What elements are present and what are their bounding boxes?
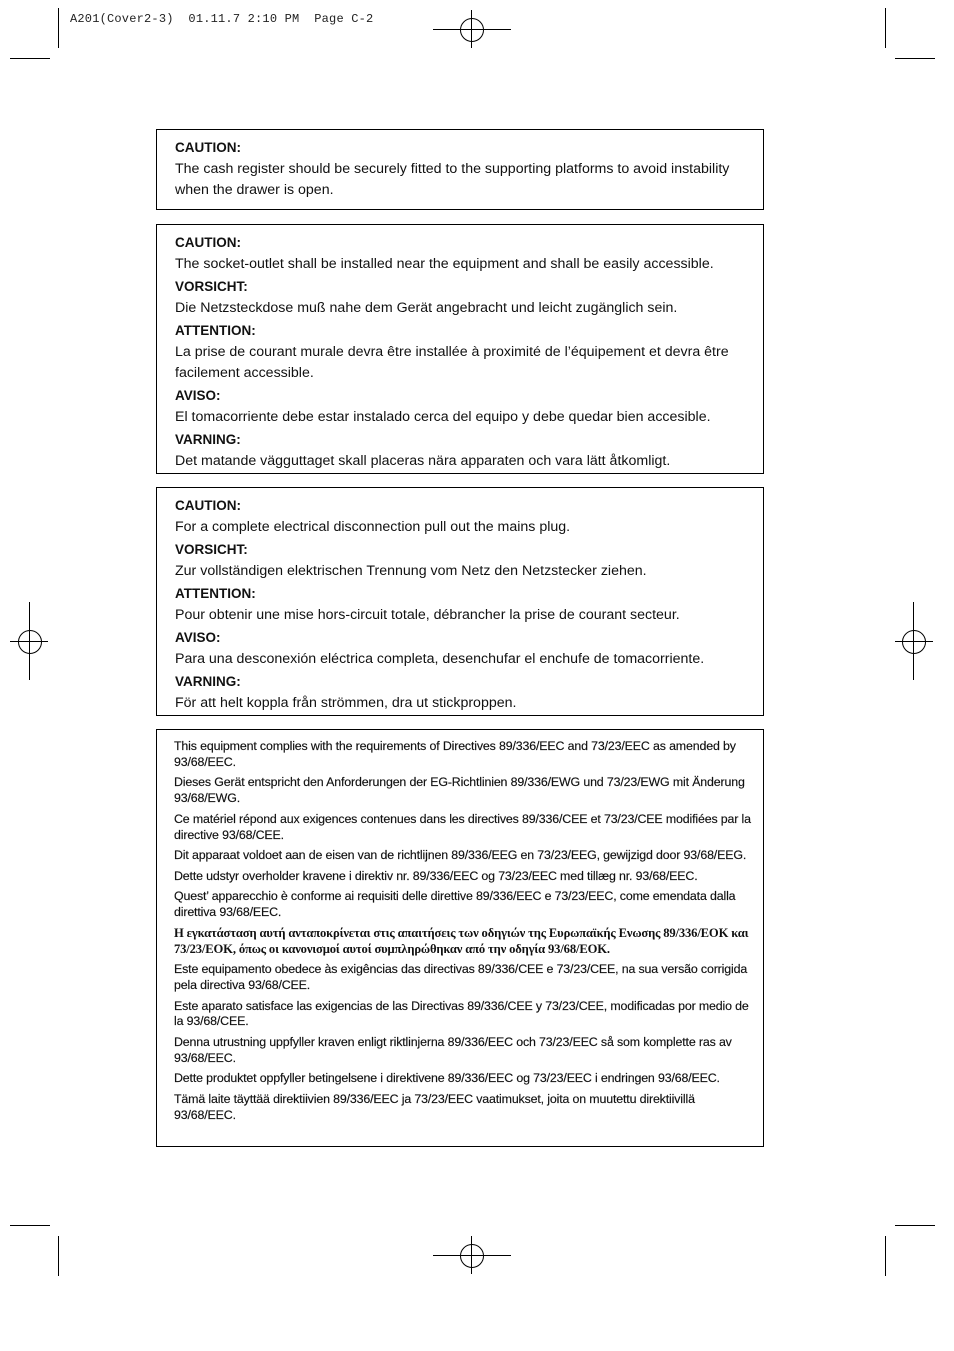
- compliance-paragraph-finnish: Tämä laite täyttää direktiivien 89/336/EEC ja 73/23/EEC vaatimukset, joita on muutettu direktiivillä 93/68/EEC.: [174, 1091, 695, 1122]
- caution-heading: CAUTION:: [175, 140, 241, 155]
- vorsicht-text: Die Netzsteckdose muß nahe dem Gerät angebracht und leicht zugänglich sein.: [175, 300, 678, 316]
- varning-heading: VARNING:: [175, 674, 241, 689]
- vorsicht-heading: VORSICHT:: [175, 542, 248, 557]
- crop-mark: [885, 8, 886, 48]
- caution-heading: CAUTION:: [175, 235, 241, 250]
- compliance-paragraph-swedish: Denna utrustning uppfyller kraven enligt riktlinjerna 89/336/EEC och 73/23/EEC så som komplette ras av 93/68/EEC.: [174, 1034, 732, 1065]
- compliance-paragraph-danish: Dette udstyr overholder kravene i direktiv nr. 89/336/EEC og 73/23/EEC med tillæg nr. 93/68/EEC.: [174, 868, 698, 883]
- vorsicht-heading: VORSICHT:: [175, 279, 248, 294]
- compliance-paragraph-french: Ce matériel répond aux exigences contenues dans les directives 89/336/CEE et 73/23/CEE modifiées par la directive 93/68/CEE.: [174, 811, 751, 842]
- crop-mark: [10, 1225, 50, 1226]
- crop-mark: [58, 1236, 59, 1276]
- varning-heading: VARNING:: [175, 432, 241, 447]
- caution-heading: CAUTION:: [175, 498, 241, 513]
- compliance-paragraph-spanish: Este aparato satisface las exigencias de las Directivas 89/336/CEE y 73/23/CEE, modificadas por medio de la 93/68/CEE.: [174, 998, 749, 1029]
- attention-text: La prise de courant murale devra être installée à proximité de l’équipement et devra être facilement accessible.: [175, 344, 729, 381]
- aviso-heading: AVISO:: [175, 388, 221, 403]
- crop-mark: [895, 58, 935, 59]
- caution-text: For a complete electrical disconnection pull out the mains plug.: [175, 519, 571, 535]
- aviso-text: Para una desconexión eléctrica completa, desenchufar el enchufe de tomacorriente.: [175, 651, 705, 667]
- caution-text: The cash register should be securely fitted to the supporting platforms to avoid instability when the drawer is open.: [175, 161, 730, 198]
- print-slug: A201(Cover2-3) 01.11.7 2:10 PM Page C-2: [70, 12, 374, 26]
- crop-mark: [885, 1236, 886, 1276]
- vorsicht-text: Zur vollständigen elektrischen Trennung vom Netz den Netzstecker ziehen.: [175, 563, 647, 579]
- caution-box-socket-outlet: [156, 224, 764, 474]
- compliance-paragraph-german: Dieses Gerät entspricht den Anforderungen der EG-Richtlinien 89/336/EWG und 73/23/EWG mit Änderung 93/68/EWG.: [174, 775, 745, 806]
- varning-text: Det matande vägguttaget skall placeras nära apparaten och vara lätt åtkomligt.: [175, 453, 671, 469]
- crop-mark: [58, 8, 59, 48]
- compliance-paragraph-norwegian: Dette produktet oppfyller betingelsene i direktivene 89/336/EEC og 73/23/EEC i endringen 93/68/EEC.: [174, 1071, 720, 1086]
- compliance-paragraph-italian: Quest’ apparecchio è conforme ai requisiti delle direttive 89/336/EEC e 73/23/EEC, come emendata dalla direttiva 93/68/EEC.: [174, 889, 736, 920]
- compliance-paragraph-english: This equipment complies with the requirements of Directives 89/336/EEC and 73/23/EEC as amended by 93/68/EEC.: [174, 739, 736, 769]
- compliance-paragraph-greek: Η εγκατάσταση αυτή ανταποκρίνεται στις απαιτήσεις των οδηγιών της Ευρωπαϊκής Ενωσης 89/336/ΕΟΚ και 73/23/ΕΟΚ, όπως οι κανονισμοί αυτοί συμπληρώθηκαν από την οδηγία 93/68/ΕΟΚ.: [174, 925, 749, 956]
- varning-text: För att helt koppla från strömmen, dra ut stickproppen.: [175, 695, 517, 711]
- compliance-statement-box: [156, 729, 764, 1147]
- crop-mark: [10, 58, 50, 59]
- caution-box-stability: [156, 129, 764, 210]
- attention-heading: ATTENTION:: [175, 323, 256, 338]
- compliance-paragraph-portuguese: Este equipamento obedece às exigências das directivas 89/336/CEE e 73/23/CEE, na sua versão corrigida pela directiva 93/68/CEE.: [174, 962, 748, 992]
- compliance-paragraph-dutch: Dit apparaat voldoet aan de eisen van de richtlijnen 89/336/EEG en 73/23/EEG, gewijzigd door 93/68/EEG.: [174, 848, 747, 863]
- aviso-text: El tomacorriente debe estar instalado cerca del equipo y debe quedar bien accesible.: [175, 409, 711, 425]
- attention-text: Pour obtenir une mise hors-circuit totale, débrancher la prise de courant secteur.: [175, 607, 680, 623]
- crop-mark: [895, 1225, 935, 1226]
- attention-heading: ATTENTION:: [175, 586, 256, 601]
- aviso-heading: AVISO:: [175, 630, 221, 645]
- caution-text: The socket-outlet shall be installed near the equipment and shall be easily accessible.: [175, 256, 714, 272]
- caution-box-disconnection: [156, 487, 764, 716]
